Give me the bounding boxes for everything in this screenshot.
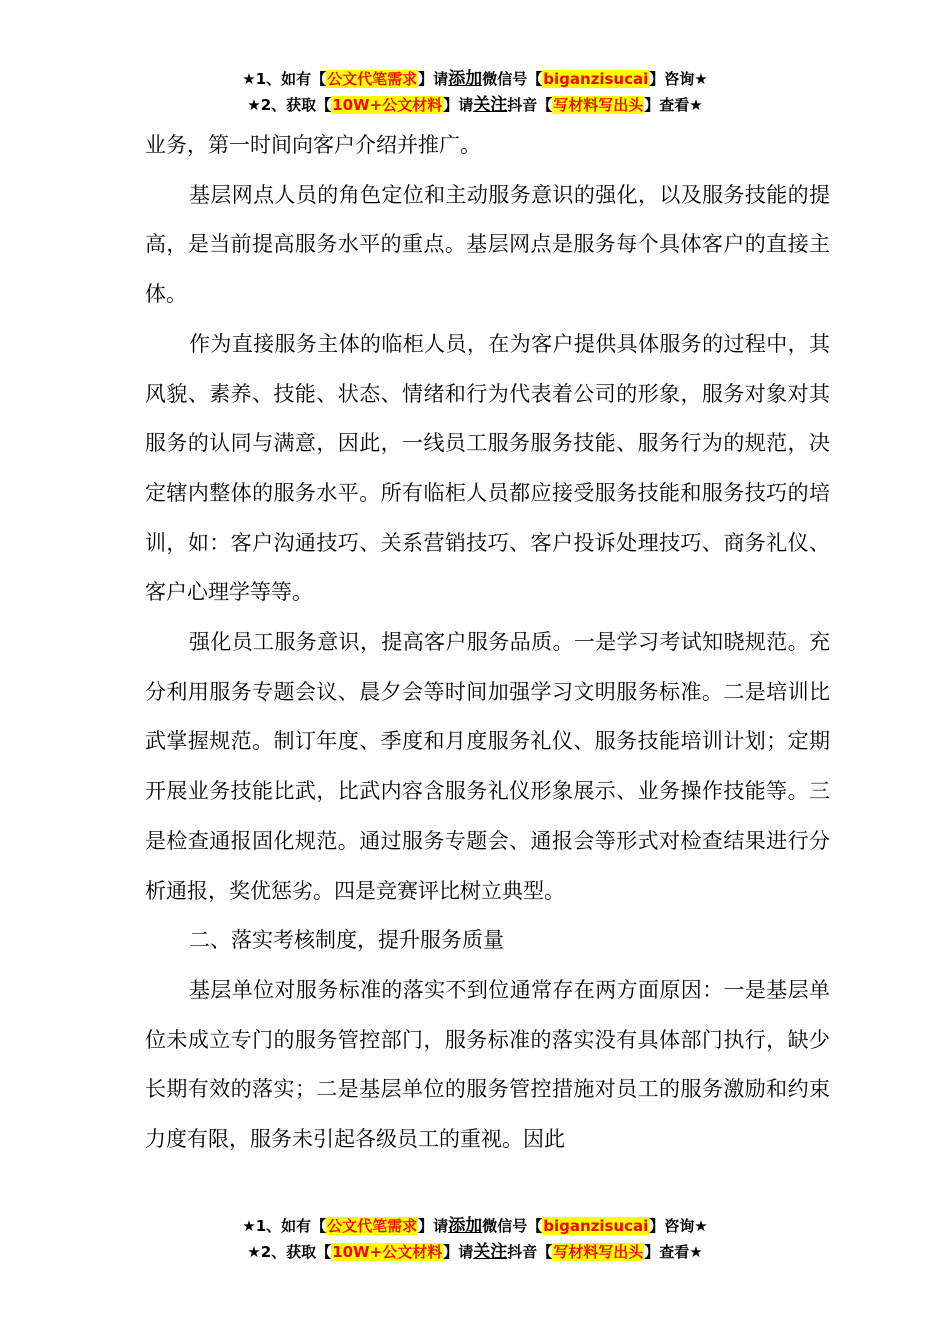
footer-text: 1、如有【 — [255, 1217, 327, 1235]
header-text: 】请 — [443, 96, 474, 114]
highlight-service: 公文代笔需求 — [327, 1217, 418, 1235]
header-text: 微信号【 — [482, 70, 543, 88]
paragraph: 作为直接服务主体的临柜人员，在为客户提供具体服务的过程中，其风貌、素养、技能、状态、情绪和行为代表着公司的形象，服务对象对其服务的认同与满意，因此，一线员工服务服务技能、服务行为的规范，决定辖内整体的服务水平。所有临柜人员都应接受服务技能和服务技巧的培训，如：客户沟通技巧、关系营销技巧、客户投诉处理技巧、商务礼仪、客户心理学等等。 — [145, 331, 830, 605]
footer-text: 】咨询★ — [649, 1217, 708, 1235]
header-text: 】请 — [418, 70, 449, 88]
header-banner — [0, 66, 950, 118]
highlight-wechat-id: biganzisucai — [543, 70, 649, 88]
emphasis-text: 添加 — [448, 1216, 483, 1236]
footer-line-1 — [0, 1213, 950, 1239]
paragraph: 强化员工服务意识，提高客户服务品质。一是学习考试知晓规范。充分利用服务专题会议、晨夕会等时间加强学习文明服务标准。二是培训比武掌握规范。制订年度、季度和月度服务礼仪、服务技能培训计划；定期开展业务技能比武，比武内容含服务礼仪形象展示、业务操作技能等。三是检查通报固化规范。通过服务专题会、通报会等形式对检查结果进行分析通报，奖优惩劣。四是竞赛评比树立典型。 — [145, 630, 830, 903]
star-icon: ★ — [242, 1217, 256, 1235]
header-text: 】查看★ — [644, 96, 703, 114]
paragraph: 基层单位对服务标准的落实不到位通常存在两方面原因：一是基层单位未成立专门的服务管控部门，服务标准的落实没有具体部门执行，缺少长期有效的落实；二是基层单位的服务管控措施对员工的服务激励和约束力度有限，服务未引起各级员工的重视。因此 — [145, 977, 830, 1152]
highlight-douyin-id: 写材料写出头 — [553, 1243, 644, 1261]
highlight-douyin-id: 写材料写出头 — [553, 96, 644, 114]
footer-text: 】请 — [443, 1243, 474, 1261]
header-line-1 — [0, 66, 950, 92]
footer-text: 】请 — [418, 1217, 449, 1235]
footer-banner — [0, 1213, 950, 1265]
emphasis-text: 添加 — [448, 69, 483, 89]
star-icon: ★ — [247, 96, 261, 114]
footer-text: 抖音【 — [507, 1243, 553, 1261]
star-icon: ★ — [247, 1243, 261, 1261]
emphasis-text: 关注 — [473, 95, 508, 115]
header-text: 】咨询★ — [649, 70, 708, 88]
star-icon: ★ — [242, 70, 256, 88]
footer-line-2 — [0, 1239, 950, 1265]
paragraph: 基层网点人员的角色定位和主动服务意识的强化，以及服务技能的提高，是当前提高服务水平的重点。基层网点是服务每个具体客户的直接主体。 — [145, 182, 830, 307]
highlight-materials: 10W+公文材料 — [332, 1243, 443, 1261]
highlight-wechat-id: biganzisucai — [543, 1217, 649, 1235]
highlight-materials: 10W+公文材料 — [332, 96, 443, 114]
header-text: 2、获取【 — [260, 96, 332, 114]
header-line-2 — [0, 92, 950, 118]
footer-text: 2、获取【 — [260, 1243, 332, 1261]
document-body — [145, 121, 830, 1165]
header-text: 抖音【 — [507, 96, 553, 114]
highlight-service: 公文代笔需求 — [327, 70, 418, 88]
section-heading: 二、落实考核制度，提升服务质量 — [189, 928, 504, 953]
paragraph: 业务，第一时间向客户介绍并推广。 — [145, 133, 481, 157]
header-text: 1、如有【 — [255, 70, 327, 88]
footer-text: 微信号【 — [482, 1217, 543, 1235]
footer-text: 】查看★ — [644, 1243, 703, 1261]
emphasis-text: 关注 — [473, 1242, 508, 1262]
